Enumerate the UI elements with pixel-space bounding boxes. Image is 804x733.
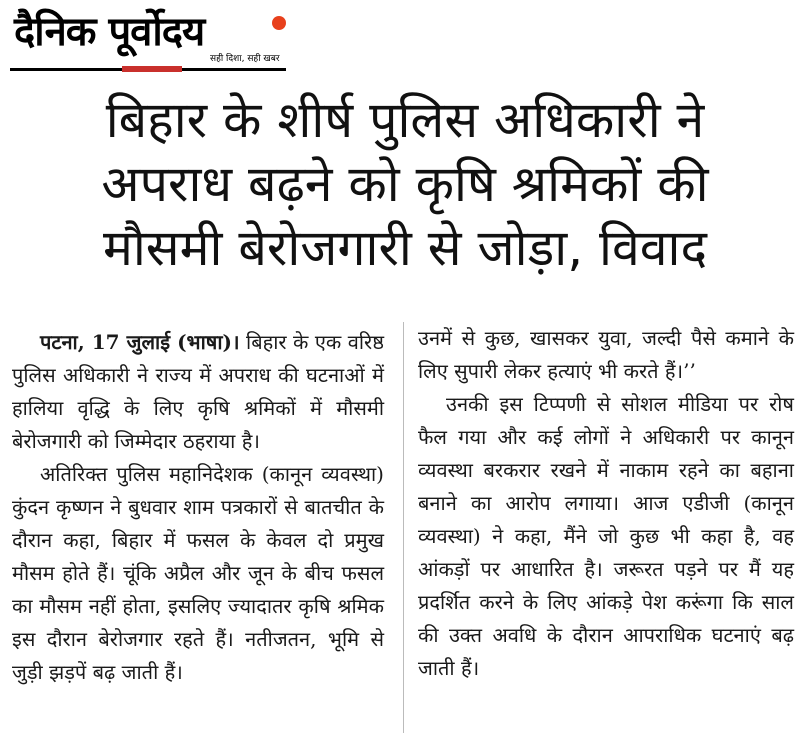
article-paragraph-2: अतिरिक्त पुलिस महानिदेशक (कानून व्यवस्था) कुंदन कृष्णन ने बुधवार शाम पत्रकारों से बातचीत के दौरान कहा, बिहार में फसल के केवल दो प्रमुख मौसम होते हैं। चूंकि अप्रैल और जून के बीच फसल का मौसम नहीं होता, इसलिए ज्यादातर कृषि श्रमिक इस दौरान बेरोजगार रहते हैं। नतीजतन, भूमि से जुड़ी झड़पें बढ़ जाती हैं। (12, 462, 384, 684)
logo-dot-icon (272, 16, 286, 30)
dateline: पटना, 17 जुलाई (भाषा)। (40, 330, 240, 354)
masthead-accent-mark (122, 66, 182, 72)
article-column-left (12, 326, 384, 689)
article-paragraph-1 (12, 326, 384, 458)
headline-line-2: अपराध बढ़ने को कृषि श्रमिकों की (101, 155, 709, 213)
newspaper-logo: दैनिक पूर्वोदय (14, 9, 205, 55)
article-paragraph-4: उनकी इस टिप्पणी से सोशल मीडिया पर रोष फैल गया और कई लोगों ने अधिकारी पर कानून व्यवस्था बरकरार रखने में नाकाम रहने का बहाना बनाने का आरोप लगाया। आज एडीजी (कानून व्यवस्था) ने कहा, मैंने जो कुछ भी कहा है, वह आंकड़ों पर आधारित है। जरूरत पड़ने पर मैं यह प्रदर्शित करने के लिए आंकड़े पेश करूंगा कि साल की उक्त अवधि के दौरान आपराधिक घटनाएं बढ़ जाती हैं। (418, 392, 794, 680)
tagline: सही दिशा, सही खबर (210, 54, 280, 64)
paragraph-1-text: बिहार के एक वरिष्ठ पुलिस अधिकारी ने राज्य में अपराध की घटनाओं में हालिया वृद्धि के लिए कृषि श्रमिकों में मौसमी बेरोजगारी को जिम्मेदार ठहराया है। (12, 330, 384, 453)
article-column-right (418, 322, 794, 685)
masthead (10, 6, 290, 72)
headline-line-3: मौसमी बेरोजगारी से जोड़ा, विवाद (102, 219, 708, 277)
article-paragraph-3: उनमें से कुछ, खासकर युवा, जल्दी पैसे कमाने के लिए सुपारी लेकर हत्याएं भी करते हैं।’’ (418, 326, 794, 383)
headline (20, 88, 790, 280)
headline-line-1: बिहार के शीर्ष पुलिस अधिकारी ने (105, 91, 705, 149)
column-divider (403, 322, 404, 733)
